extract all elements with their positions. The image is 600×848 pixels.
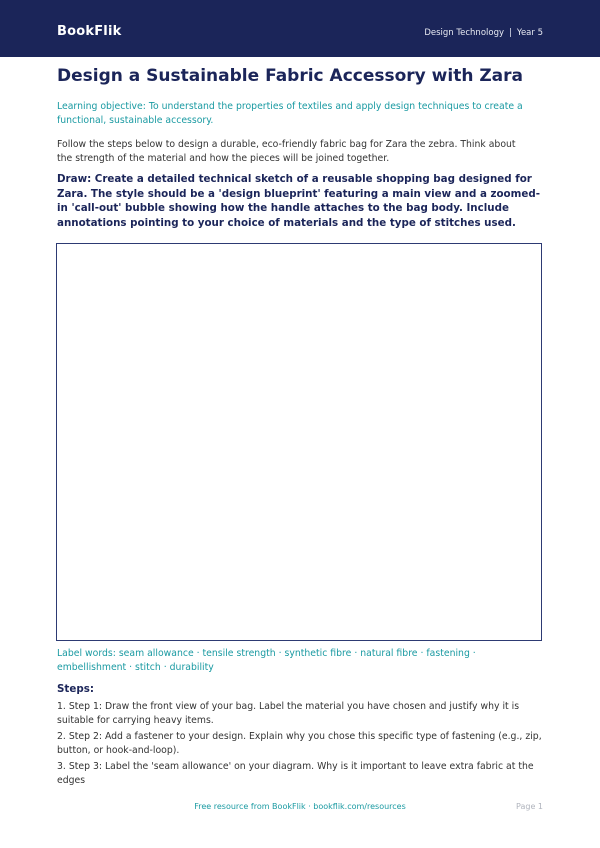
step-item: 1. Step 1: Draw the front view of your bag. Label the material you have chosen and justify why it is suitable for carrying heavy items.	[57, 701, 520, 726]
brand-logo: BookFlik	[57, 24, 122, 39]
subject-separator: |	[509, 28, 512, 38]
subject-label: Design Technology	[424, 28, 505, 38]
page-number: Page 1	[516, 802, 543, 811]
page-header	[0, 0, 600, 57]
subject-year-label	[424, 28, 543, 38]
steps-list	[57, 700, 547, 790]
label-words: Label words: seam allowance · tensile strength · synthetic fibre · natural fibre · fastening · embellishment · stitch · durability	[57, 648, 476, 673]
learning-objective: Learning objective: To understand the properties of textiles and apply design techniques to create a functional, sustainable accessory.	[57, 101, 523, 126]
step-item: 3. Step 3: Label the 'seam allowance' on your diagram. Why is it important to leave extra fabric at the edges	[57, 761, 534, 786]
drawing-area[interactable]	[56, 243, 542, 641]
steps-heading: Steps:	[57, 683, 94, 695]
intro-text: Follow the steps below to design a durable, eco-friendly fabric bag for Zara the zebra. Think about the strength of the material and how the pieces will be joined together.	[57, 139, 516, 164]
step-item: 2. Step 2: Add a fastener to your design. Explain why you chose this specific type of fastening (e.g., zip, button, or hook-and-loop).	[57, 731, 542, 756]
year-label: Year 5	[516, 28, 543, 38]
page-title: Design a Sustainable Fabric Accessory with Zara	[57, 66, 524, 86]
draw-instruction: Draw: Create a detailed technical sketch of a reusable shopping bag designed for Zara. The style should be a 'design blueprint' featuring a main view and a zoomed-in 'call-out' bubble showing how the handle attaches to the bag body. Include annotations pointing to your choice of materials and the type of stitches used.	[57, 173, 540, 229]
footer-credit: Free resource from BookFlik · bookflik.com/resources	[194, 802, 406, 811]
